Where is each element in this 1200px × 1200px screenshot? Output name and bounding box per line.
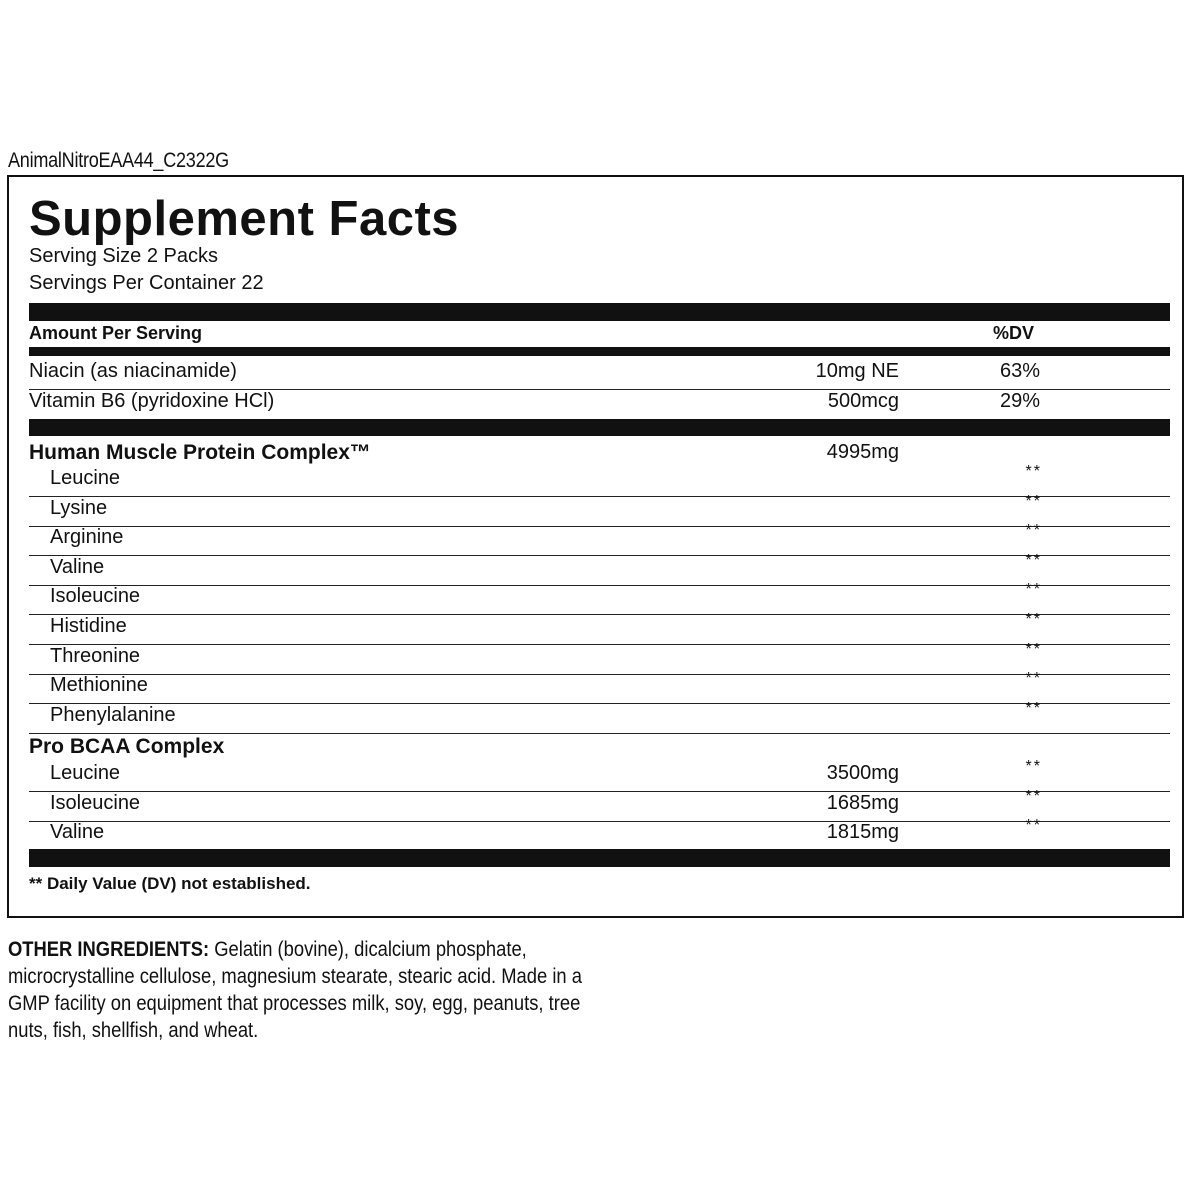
ingredient-dv: ** xyxy=(1025,551,1042,569)
ingredient-name: Leucine xyxy=(50,467,121,489)
ingredient-row xyxy=(29,492,1170,527)
ingredient-dv: ** xyxy=(1025,581,1042,599)
ingredient-row xyxy=(29,581,1170,615)
ingredient-name: Isoleucine xyxy=(50,585,141,608)
ingredient-name: Phenylalanine xyxy=(50,703,176,726)
vitamin-amount: 500mcg xyxy=(827,390,899,412)
ingredient-dv: ** xyxy=(1025,522,1042,540)
ingredient-dv: ** xyxy=(1025,758,1042,775)
complex-row xyxy=(29,735,1170,764)
ingredient-row xyxy=(29,787,1170,822)
vitamin-name: Vitamin B6 (pyridoxine HCl) xyxy=(29,390,275,412)
vitamin-row xyxy=(29,390,1170,419)
ingredient-dv: ** xyxy=(1025,670,1042,688)
complex-amount: 4995mg xyxy=(826,441,899,463)
footnote: ** Daily Value (DV) not established. xyxy=(29,874,311,893)
ingredient-row xyxy=(29,463,1170,497)
ingredient-dv: ** xyxy=(1025,492,1042,510)
complex-row xyxy=(29,441,1170,470)
ingredient-row xyxy=(29,640,1170,675)
complex-name: Pro BCAA Complex xyxy=(29,735,225,758)
vitamin-row xyxy=(29,360,1170,390)
ingredient-row xyxy=(29,758,1170,792)
vitamin-dv: 63% xyxy=(999,360,1040,382)
ingredient-dv: ** xyxy=(1025,611,1042,628)
ingredient-row xyxy=(29,670,1170,704)
thick-divider xyxy=(29,419,1170,436)
ingredient-amount: 1685mg xyxy=(826,791,899,814)
ingredient-name: Methionine xyxy=(50,674,148,697)
ingredient-dv: ** xyxy=(1025,787,1042,805)
ingredient-name: Leucine xyxy=(50,762,121,784)
other-ingredients-label: OTHER INGREDIENTS: xyxy=(8,938,210,961)
vitamin-amount: 10mg NE xyxy=(815,360,899,382)
dv-header: %DV xyxy=(993,323,1035,343)
ingredient-dv: ** xyxy=(1025,699,1042,717)
ingredient-amount: 1815mg xyxy=(826,821,899,844)
vitamin-dv: 29% xyxy=(999,390,1040,412)
header-divider xyxy=(29,347,1170,356)
ingredient-name: Valine xyxy=(50,821,105,844)
vitamin-name: Niacin (as niacinamide) xyxy=(29,360,237,382)
ingredient-name: Arginine xyxy=(50,526,124,549)
amount-per-serving-header: Amount Per Serving xyxy=(29,323,203,343)
ingredient-row xyxy=(29,817,1170,850)
ingredient-row xyxy=(29,699,1170,734)
ingredient-dv: ** xyxy=(1025,817,1042,835)
ingredient-row xyxy=(29,611,1170,645)
servings-per-container: Servings Per Container 22 xyxy=(29,272,264,294)
ingredient-dv: ** xyxy=(1025,640,1042,658)
complex-name: Human Muscle Protein Complex™ xyxy=(29,441,371,464)
serving-size: Serving Size 2 Packs xyxy=(29,245,218,267)
ingredient-row xyxy=(29,551,1170,586)
ingredient-name: Isoleucine xyxy=(50,791,141,814)
other-ingredients-text: Gelatin (bovine), dicalcium phosphate, microcrystalline cellulose, magnesium stearate, stearic acid. Made in a GMP facility on equipment that processes milk, soy, egg, peanuts, tree nuts, fish, shellfish, and wheat. xyxy=(8,938,582,1042)
ingredient-name: Valine xyxy=(50,555,105,578)
thick-divider xyxy=(29,849,1170,867)
ingredient-name: Threonine xyxy=(50,644,141,667)
panel-title: Supplement Facts xyxy=(29,192,460,246)
ingredient-amount: 3500mg xyxy=(826,762,899,784)
ingredient-name: Lysine xyxy=(50,496,108,519)
supplement-facts-panel xyxy=(7,175,1184,918)
product-code: AnimalNitroEAA44_C2322G xyxy=(8,149,229,172)
ingredient-dv: ** xyxy=(1025,463,1042,480)
ingredient-name: Histidine xyxy=(50,615,127,637)
thick-divider xyxy=(29,303,1170,321)
other-ingredients xyxy=(8,936,594,1044)
ingredient-row xyxy=(29,522,1170,556)
